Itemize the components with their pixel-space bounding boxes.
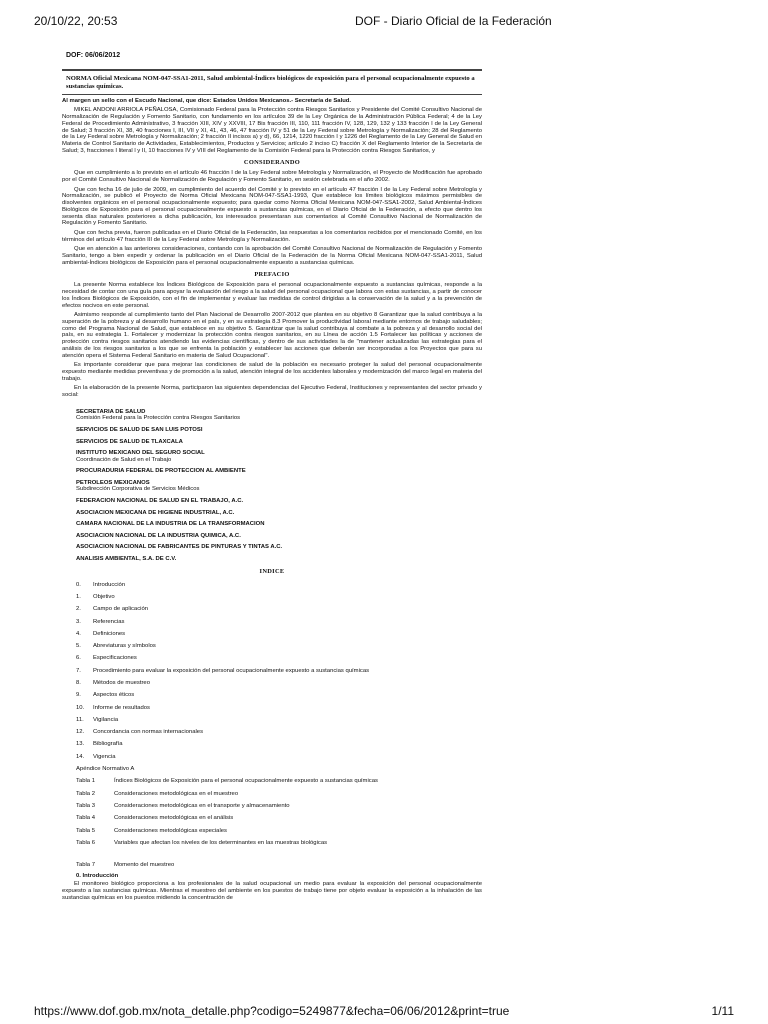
index-label: Bibliografía xyxy=(93,741,123,748)
index-item xyxy=(76,726,482,738)
index-number: 3. xyxy=(76,618,81,625)
prefacio-paragraph: La presente Norma establece los Índices Biológicos de Exposición para el personal ocupacionalmente expuesto a sustancias químicas, responde a la necesidad de contar con una guía para apoyar la evaluación del riesgo a la salud del personal ocupacional que labora con estas sustancias, a partir de conocer los Índices Biológicos de Exposición, con el fin de implementar y evaluar las medidas de control dirigidas a la conservación de la salud y a la prevención de efectos nocivos en este personal. xyxy=(62,282,482,309)
title-divider xyxy=(62,94,482,95)
index-number: 14. xyxy=(76,753,85,760)
norma-title: NORMA Oficial Mexicana NOM-047-SSA1-2011, Salud ambiental-Índices biológicos de exposición para el personal ocupacionalmente expuesto a sustancias químicas. xyxy=(66,75,475,91)
indice-heading: INDICE xyxy=(259,567,285,575)
margin-note: Al margen un sello con el Escudo Nacional, que dice: Estados Unidos Mexicanos.- Secretaría de Salud. xyxy=(62,98,352,105)
index-number: 8. xyxy=(76,680,81,686)
preamble-paragraph: MIKEL ANDONI ARRIOLA PEÑALOSA, Comisionado Federal para la Protección contra Riesgos Sanitarios y Presidente del Comité Consultivo Nacional de Normalización de Regulación y Fomento Sanitario, con fundamento en los artículos 39 de la Ley Orgánica de la Administración Pública Federal; 4 de la Ley Federal de Procedimiento Administrativo, 3 fracción XIII, XIV y XXVIII, 17 Bis fracción III, 110, 111 fracción IV, 128, 129, 132 y 133 fracción I de la Ley General de Salud; 3 fracción XI, 38, 40 fracciones I, III, VII y XI, 41, 43, 46, 47 fracción IV y 51 de la Ley Federal sobre Metrología y Normalización; 28 del Reglamento de la Ley Federal sobre Metrología y Normalización; 2 fracción II incisos a) y d), 66, 1214, 1220 fracción I y 1226 del Reglamento de la Ley General de Salud en Materia de Control Sanitario de Actividades, Establecimientos, Productos y Servicios; artículo 2 inciso C) fracción X del Reglamento Interior de la Secretaría de Salud; 3, fracciones I literal l y II, 10 fracciones IV y VIII del Reglamento de la Comisión Federal para la Protección contra Riesgos Sanitarios, y xyxy=(62,107,482,154)
index-label: Métodos de muestreo xyxy=(93,680,150,686)
org-name: INSTITUTO MEXICANO DEL SEGURO SOCIAL xyxy=(76,450,205,457)
index-item xyxy=(76,738,482,750)
table-number: Tabla 4 xyxy=(76,815,95,822)
introduction-paragraph: El monitoreo biológico proporciona a los profesionales de la salud ocupacional un medio para evaluar la exposición del personal ocupacionalmente expuesto a las sustancias químicas. Mientras el muestreo del ambiente en los puestos de trabajo tiene por objeto evaluar la exposición a la inhalación de las sustancias químicas en los puestos midiendo la concentración de xyxy=(62,881,482,901)
org-name: ANALISIS AMBIENTAL, S.A. DE C.V. xyxy=(76,556,177,563)
table-number: Tabla 6 xyxy=(76,839,95,846)
index-number: 2. xyxy=(76,606,81,613)
table-item xyxy=(76,788,482,800)
index-label: Vigilancia xyxy=(93,716,119,723)
table-item xyxy=(76,775,482,787)
index-number: 5. xyxy=(76,643,81,650)
table-number: Tabla 5 xyxy=(76,827,95,834)
index-label: Objetivo xyxy=(93,593,115,600)
prefacio-heading: PREFACIO xyxy=(254,271,290,279)
table-number: Tabla 3 xyxy=(76,802,95,809)
print-url: https://www.dof.gob.mx/nota_detalle.php?codigo=5249877&fecha=06/06/2012&print=true xyxy=(34,1004,510,1018)
table-label: Consideraciones metodológicas en el análisis xyxy=(114,815,234,822)
print-page-title: DOF - Diario Oficial de la Federación xyxy=(355,14,552,28)
table-item xyxy=(76,825,482,837)
considerando-paragraph: Que con fecha previa, fueron publicadas en el Diario Oficial de la Federación, las respuestas a los comentarios recibidos por el mencionado Comité, en los términos del artículo 47 fracción III de la Ley Federal sobre Metrología y Normalización. xyxy=(62,229,482,243)
table-number: Tabla 7 xyxy=(76,862,95,869)
index-label: Informe de resultados xyxy=(93,704,150,711)
index-item xyxy=(76,579,482,591)
index-number: 13. xyxy=(76,741,85,748)
index-number: 10. xyxy=(76,704,85,711)
top-divider xyxy=(62,69,482,71)
considerando-paragraph: Que en cumplimiento a lo previsto en el artículo 46 fracción I de la Ley Federal sobre Metrología y Normalización, el Proyecto de Modificación fue aprobado por el Comité Consultivo Nacional de Normalización de Regulación y Fomento Sanitario, en sesión celebrada en el año 2002. xyxy=(62,170,482,184)
table-label: Variables que afectan los niveles de los determinantes en las muestras biológicas xyxy=(114,839,328,846)
table-label: Índices Biológicos de Exposición para el personal ocupacionalmente expuesto a sustancias químicas xyxy=(114,778,378,785)
table-item xyxy=(76,837,482,849)
index-item xyxy=(76,640,482,652)
index-item xyxy=(76,652,482,664)
considerando-paragraph: Que en atención a las anteriores consideraciones, contando con la aprobación del Comité Consultivo Nacional de Normalización de Regulación y Fomento Sanitario, tengo a bien expedir y ordenar la publicación en el Diario Oficial de la Federación de la Norma Oficial Mexicana NOM-047-SSA1-2011, Salud ambiental-Índices biológicos de Exposición para el personal ocupacionalmente expuesto a sustancias químicas. xyxy=(62,246,482,266)
browser-print-footer xyxy=(0,1004,768,1020)
org-name: ASOCIACION NACIONAL DE FABRICANTES DE PINTURAS Y TINTAS A.C. xyxy=(76,544,283,551)
index-label: Procedimiento para evaluar la exposición del personal ocupacionalmente expuesto a sustancias químicas xyxy=(93,667,370,674)
index-number: 11. xyxy=(76,716,84,723)
table-label: Consideraciones metodológicas especiales xyxy=(114,827,227,834)
index-item xyxy=(76,677,482,689)
introduction-heading: 0. Introducción xyxy=(76,873,119,880)
index-label: Vigencia xyxy=(93,753,116,760)
prefacio-paragraph: Es importante considerar que para mejorar las condiciones de salud de la población es necesario proteger la salud del personal ocupacionalmente expuesto mediante medidas preventivas y de promoción a la salud, atención integral de los accidentes laborales y modernización del marco legal en materia del trabajo. xyxy=(62,362,482,382)
table-label: Consideraciones metodológicas en el muestreo xyxy=(114,790,239,797)
prefacio-paragraph: En la elaboración de la presente Norma, participaron las siguientes dependencias del Ejecutivo Federal, Instituciones y representantes del sector privado y social: xyxy=(62,385,482,399)
index-number: 7. xyxy=(76,667,81,674)
index-number: 6. xyxy=(76,655,81,662)
org-name: FEDERACION NACIONAL DE SALUD EN EL TRABAJO, A.C. xyxy=(76,498,244,505)
index-item xyxy=(76,665,482,677)
org-name: ASOCIACION NACIONAL DE LA INDUSTRIA QUIMICA, A.C. xyxy=(76,532,241,539)
index-label: Aspectos éticos xyxy=(93,692,135,699)
organizations-list xyxy=(76,409,482,563)
index-item xyxy=(76,751,482,763)
index-item xyxy=(76,591,482,603)
print-page-number: 1/11 xyxy=(711,1004,734,1018)
org-name: PETROLEOS MEXICANOS xyxy=(76,479,150,486)
index-label: Apéndice Normativo A xyxy=(76,766,135,773)
org-subunit: Coordinación de Salud en el Trabajo xyxy=(76,456,172,463)
dof-date: DOF: 06/06/2012 xyxy=(66,52,121,59)
org-subunit: Subdirección Corporativa de Servicios Médicos xyxy=(76,486,200,493)
org-name: ASOCIACION MEXICANA DE HIGIENE INDUSTRIAL, A.C. xyxy=(76,509,235,516)
browser-print-header xyxy=(0,14,768,30)
index-number: 0. xyxy=(76,581,81,588)
index-label: Concordancia con normas internacionales xyxy=(93,729,204,736)
table-label: Momento del muestreo xyxy=(114,862,175,869)
index-number: 4. xyxy=(76,630,81,637)
considerando-paragraph: Que con fecha 16 de julio de 2009, en cumplimiento del acuerdo del Comité y lo previsto en el artículo 47 fracción I de la Ley Federal sobre Metrología y Normalización, se publicó el Proyecto de Norma Oficial Mexicana NOM-047-SSA1-1993, Que establece los límites biológicos máximos permisibles de disolventes orgánicos en el personal ocupacionalmente expuesto; para quedar como Norma Oficial Mexicana NOM-047-SSA1-2002, Salud Ambiental-Índices Biológicos de Exposición para el personal ocupacionalmente expuesto a sustancias químicas, en el Diario Oficial de la Federación, a efecto que dentro los sesenta días naturales posteriores a dicha publicación, los interesados presentaran sus comentarios al Comité Consultivo Nacional de Normalización de Regulación y Fomento Sanitario. xyxy=(62,186,482,227)
index-label: Campo de aplicación xyxy=(93,606,149,613)
index-label: Definiciones xyxy=(93,630,126,637)
considerando-heading: CONSIDERANDO xyxy=(243,159,301,167)
table-item xyxy=(76,800,482,812)
index-item xyxy=(76,763,482,775)
index-label: Especificaciones xyxy=(93,655,137,662)
org-name: PROCURADURIA FEDERAL DE PROTECCION AL AMBIENTE xyxy=(76,468,246,475)
table-item xyxy=(76,859,482,871)
index-item xyxy=(76,702,482,714)
org-name: SERVICIOS DE SALUD DE TLAXCALA xyxy=(76,438,183,445)
org-name: SECRETARIA DE SALUD xyxy=(76,408,146,415)
table-item xyxy=(76,812,482,824)
index-number: 9. xyxy=(76,692,81,699)
org-name: CAMARA NACIONAL DE LA INDUSTRIA DE LA TRANSFORMACION xyxy=(76,521,265,528)
org-name: SERVICIOS DE SALUD DE SAN LUIS POTOSI xyxy=(76,426,203,433)
index-number: 12. xyxy=(76,729,85,736)
index-item xyxy=(76,628,482,640)
print-datetime: 20/10/22, 20:53 xyxy=(34,14,118,28)
index-label: Referencias xyxy=(93,618,125,625)
index-label: Abreviaturas y símbolos xyxy=(93,643,156,650)
prefacio-paragraph: Asimismo responde al cumplimiento tanto del Plan Nacional de Desarrollo 2007-2012 que plantea en su objetivo 8 Garantizar que la salud contribuya a la superación de la pobreza y al desarrollo humano en el país, y en su estrategia 8.3 Promover la productividad laboral mediante entornos de trabajo saludables; como del Programa Nacional de Salud, que establece en su objetivo 5. Garantizar que la salud contribuya al combate a la pobreza y al desarrollo social del país, en su estrategia 1. Fortalecer y modernizar la protección contra riesgos sanitarios, en su Línea de acción 1.5 Fortalecer las políticas y acciones de protección contra riesgos sanitarios atendiendo las evidencias científicas, y dentro de sus actividades la de "mantener actualizadas las estrategias para el análisis de los riesgos sanitarios a los que se enfrenta la población y establecer las acciones que deberán ser incorporadas a los Proyectos que para su atención opera el Sistema Federal Sanitario en materia de Salud Ocupacional". xyxy=(62,312,482,359)
index-list xyxy=(76,579,482,776)
org-subunit: Comisión Federal para la Protección contra Riesgos Sanitarios xyxy=(76,415,241,422)
table-label: Consideraciones metodológicas en el transporte y almacenamiento xyxy=(114,802,290,809)
index-number: 1. xyxy=(76,593,81,600)
index-label: Introducción xyxy=(93,581,126,588)
index-item xyxy=(76,616,482,628)
table-number: Tabla 2 xyxy=(76,790,95,797)
table-number: Tabla 1 xyxy=(76,778,95,785)
tables-list xyxy=(76,775,482,871)
index-item xyxy=(76,689,482,701)
document-page xyxy=(62,50,482,1010)
index-item xyxy=(76,714,482,726)
index-item xyxy=(76,603,482,615)
